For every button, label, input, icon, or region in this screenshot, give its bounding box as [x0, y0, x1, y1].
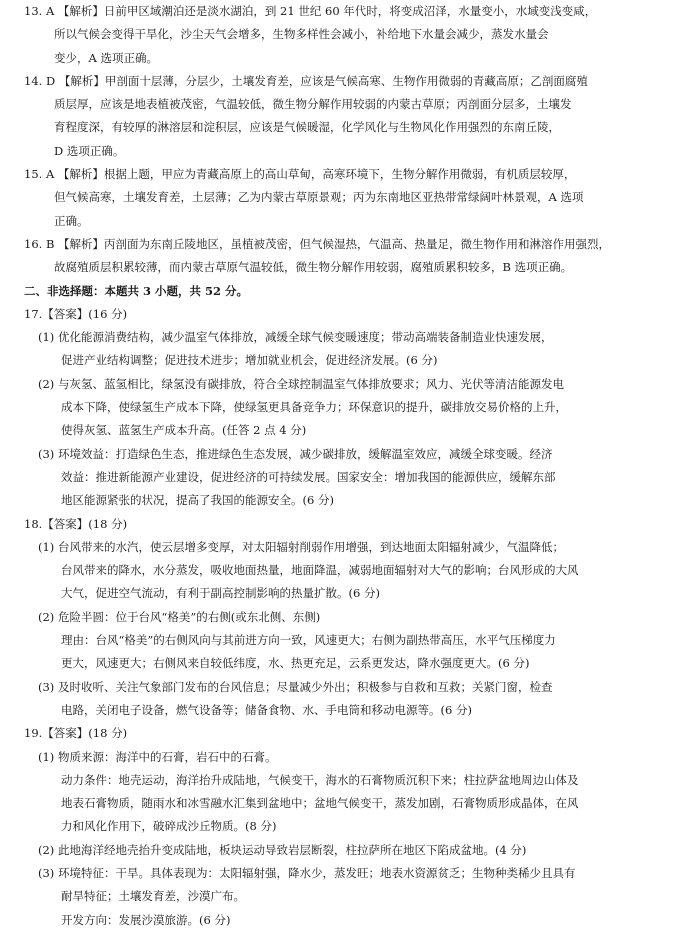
text-line: 13. A 【解析】日前甲区域潮泊还是淡水湖泊，到 21 世纪 60 年代时，将变成沼泽，水量变小，水域变浅变咸， [24, 4, 597, 18]
text-line: 力和风化作用下，破碎成沙丘物质。(8 分) [61, 819, 277, 834]
text-line: (1) 优化能源消费结构，减少温室气体排放，减缓全球气候变暖速度；带动高端装备制造业快速发展， [38, 330, 553, 345]
text-line: 地区能源紧张的状况，提高了我国的能源安全。(6 分) [61, 493, 334, 508]
text-line: (3) 环境特征：干旱。具体表现为：太阳辐射强，降水少，蒸发旺；地表水资源贫乏；生物种类稀少且具有 [38, 865, 576, 880]
text-line: 使得灰氢、蓝氢生产成本升高。(任答 2 点 4 分) [61, 423, 307, 438]
text-line: (1) 台风带来的水汽，使云层增多变厚，对太阳辐射削弱作用增强，到达地面太阳辐射减少，气温降低； [38, 539, 564, 554]
text-line: 16. B 【解析】丙剖面为东南丘陵地区，虽植被茂密，但气候湿热，气温高、热量足，微生物作用和淋溶作用强烈， [24, 236, 611, 251]
text-line: 电路，关闭电子设备，燃气设备等；储备食物、水、手电筒和移动电源等。(6 分) [61, 702, 472, 717]
text-line: 促进产业结构调整；促进技术进步；增加就业机会，促进经济发展。(6 分) [61, 353, 438, 368]
text-line: (1) 物质来源：海洋中的石膏，岩石中的石膏。 [38, 749, 277, 764]
text-line: 17.【答案】(16 分) [24, 306, 128, 321]
text-line: 15. A 【解析】根据上题，甲应为青藏高原上的高山草甸，高寒环境下，生物分解作用微弱，有机质层较厚， [24, 167, 576, 182]
text-line: (3) 环境效益：打造绿色生态，推进绿色生态发展，减少碳排放，缓解温室效应，减缓全球变暖。经济 [38, 446, 553, 461]
section-heading: 二、非选择题：本题共 3 小题，共 52 分。 [24, 283, 249, 298]
text-line: 台风带来的降水，水分蒸发，吸收地面热量，地面降温，减弱地面辐射对大气的影响；台风形成的大风 [61, 563, 579, 578]
text-line: 18.【答案】(18 分) [24, 516, 128, 531]
text-line: 成本下降，使绿氢生产成本下降，使绿氢更具备竞争力；环保意识的提升，碳排放交易价格的上升， [61, 400, 567, 415]
text-line: 育程度深，有较厚的淋溶层和淀积层，应该是气候暖湿，化学风化与生物风化作用强烈的东南丘陵， [54, 120, 560, 135]
text-line: 大气，促进空气流动，有利于副高控制影响的热量扩散。(6 分) [61, 586, 380, 601]
text-line: 地表石膏物质，随雨水和冰雪融水汇集到盆地中；盆地气候变干，蒸发加剧，石膏物质形成晶体，在风 [61, 796, 579, 811]
text-line: (2) 危险半圆：位于台风“格美”的右侧(或东北侧、东侧) [38, 609, 321, 624]
text-line: 质层厚，应该是地表植被茂密，气温较低，微生物分解作用较弱的内蒙古草原；丙剖面分层多，土壤发 [54, 97, 572, 112]
text-line: 19.【答案】(18 分) [24, 726, 128, 741]
text-line: 故腐殖质层积累较薄，而内蒙古草原气温较低，微生物分解作用较弱，腐殖质累积较多，B 选项正确。 [54, 260, 573, 275]
text-line: 所以气候会变得干旱化，沙尘天气会增多，生物多样性会减小，补给地下水量会减少，蒸发水量会 [54, 27, 549, 42]
text-line: (2) 此地海洋经地壳抬升变成陆地，板块运动导致岩层断裂，柱拉萨所在地区下陷成盆地。(4 分) [38, 842, 527, 857]
text-line: 理由：台风“格美”的右侧风向与其前进方向一致，风速更大；右侧为副热带高压，水平气压梯度力 [61, 633, 556, 648]
answer-text-block [24, 0, 666, 932]
text-line: D 选项正确。 [54, 143, 125, 158]
text-line: (3) 及时收听、关注气象部门发布的台风信息；尽量减少外出；积极参与自救和互救；关紧门窗，检查 [38, 679, 553, 694]
text-line: 耐旱特征；土壤发育差，沙漠广布。 [61, 889, 245, 904]
text-line: 但气候高寒，土壤发育差，土层薄；乙为内蒙古草原景观；丙为东南地区亚热带常绿阔叶林景观，A 选项 [54, 190, 584, 205]
text-line: 效益：推进新能源产业建设，促进经济的可持续发展。国家安全：增加我国的能源供应，缓解东部 [61, 469, 556, 484]
text-line: 开发方向：发展沙漠旅游。(6 分) [61, 912, 231, 927]
text-line: 14. D 【解析】甲剖面十层薄，分层少，土壤发育差，应该是气候高寒、生物作用微弱的青藏高原；乙剖面腐殖 [24, 73, 588, 88]
text-line: 变少，A 选项正确。 [54, 50, 158, 65]
text-line: 动力条件：地壳运动，海洋抬升成陆地，气候变干，海水的石膏物质沉积下来；柱拉萨盆地周边山体及 [61, 772, 579, 787]
text-line: (2) 与灰氢、蓝氢相比，绿氢没有碳排放，符合全球控制温室气体排放要求；风力、光伏等清洁能源发电 [38, 376, 564, 391]
text-line: 更大，风速更大；右侧风来自较低纬度，水、热更充足，云系更发达，降水强度更大。(6 分) [61, 656, 530, 671]
text-line: 正确。 [54, 213, 89, 228]
